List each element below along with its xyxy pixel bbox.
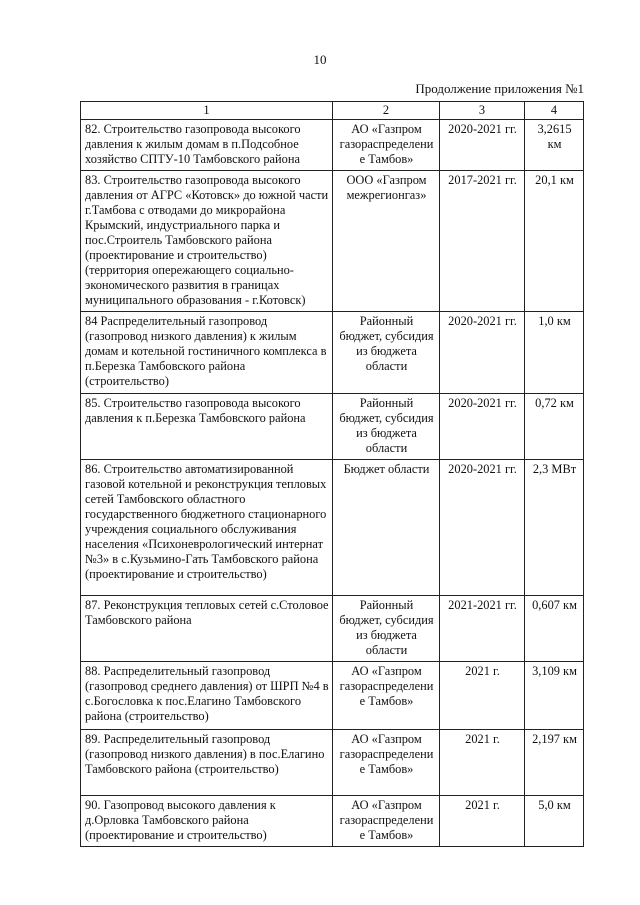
project-description: 83. Строительство газопровода высокого давления от АГРС «Котовск» до южной части г.Тамбова с отводами до микрорайона Крымский, индустриального парка и пос.Строитель Тамбовского района (проектирование и строительство) (территория опережающего социально-экономического развития в границах муниципального образования - г.Котовск) [81,171,333,312]
project-description: 84 Распределительный газопровод (газопровод низкого давления) к жилым домам и котельной гостиничного комплекса в п.Березка Тамбовского района (строительство) [81,312,333,394]
funding-source: Районный бюджет, субсидия из бюджета области [333,596,440,662]
table-row [81,120,584,171]
capacity: 5,0 км [525,796,584,847]
capacity: 3,109 км [525,662,584,730]
project-description: 86. Строительство автоматизированной газовой котельной и реконструкция тепловых сетей Тамбовского областного государственного бюджетного стационарного учреждения социального обслуживания населения «Психоневрологический интернат №3» в с.Кузьмино-Гать Тамбовского района (проектирование и строительство) [81,460,333,596]
project-description: 87. Реконструкция тепловых сетей с.Столовое Тамбовского района [81,596,333,662]
capacity: 3,2615 км [525,120,584,171]
table-row [81,312,584,394]
table-row [81,394,584,460]
funding-source: АО «Газпром газораспределение Тамбов» [333,662,440,730]
funding-source: ООО «Газпром межрегионгаз» [333,171,440,312]
project-description: 88. Распределительный газопровод (газопровод среднего давления) от ШРП №4 в с.Богословка к пос.Елагино Тамбовского района (строительство) [81,662,333,730]
funding-source: АО «Газпром газораспределение Тамбов» [333,796,440,847]
period: 2020-2021 гг. [440,394,525,460]
appendix-label: Продолжение приложения №1 [415,81,584,96]
column-header: 4 [525,102,584,120]
period: 2017-2021 гг. [440,171,525,312]
table-row [81,662,584,730]
capacity: 2,197 км [525,730,584,796]
column-header: 1 [81,102,333,120]
projects-table [80,101,584,847]
table-row [81,460,584,596]
period: 2020-2021 гг. [440,460,525,596]
capacity: 0,72 км [525,394,584,460]
funding-source: Районный бюджет, субсидия из бюджета области [333,312,440,394]
funding-source: АО «Газпром газораспределение Тамбов» [333,730,440,796]
period: 2020-2021 гг. [440,120,525,171]
project-description: 90. Газопровод высокого давления к д.Орловка Тамбовского района (проектирование и строительство) [81,796,333,847]
table-row [81,596,584,662]
period: 2020-2021 гг. [440,312,525,394]
column-header: 3 [440,102,525,120]
capacity: 20,1 км [525,171,584,312]
table-row [81,730,584,796]
period: 2021 г. [440,796,525,847]
capacity: 2,3 МВт [525,460,584,596]
period: 2021 г. [440,730,525,796]
capacity: 1,0 км [525,312,584,394]
table-row [81,171,584,312]
period: 2021 г. [440,662,525,730]
project-description: 85. Строительство газопровода высокого давления к п.Березка Тамбовского района [81,394,333,460]
funding-source: Районный бюджет, субсидия из бюджета области [333,394,440,460]
table-header-row [81,102,584,120]
capacity: 0,607 км [525,596,584,662]
column-header: 2 [333,102,440,120]
page-number: 10 [313,52,327,67]
funding-source: Бюджет области [333,460,440,596]
project-description: 82. Строительство газопровода высокого давления к жилым домам в п.Подсобное хозяйство СПТУ-10 Тамбовского района [81,120,333,171]
period: 2021-2021 гг. [440,596,525,662]
table-row [81,796,584,847]
project-description: 89. Распределительный газопровод (газопровод низкого давления) в пос.Елагино Тамбовского района (строительство) [81,730,333,796]
funding-source: АО «Газпром газораспределение Тамбов» [333,120,440,171]
